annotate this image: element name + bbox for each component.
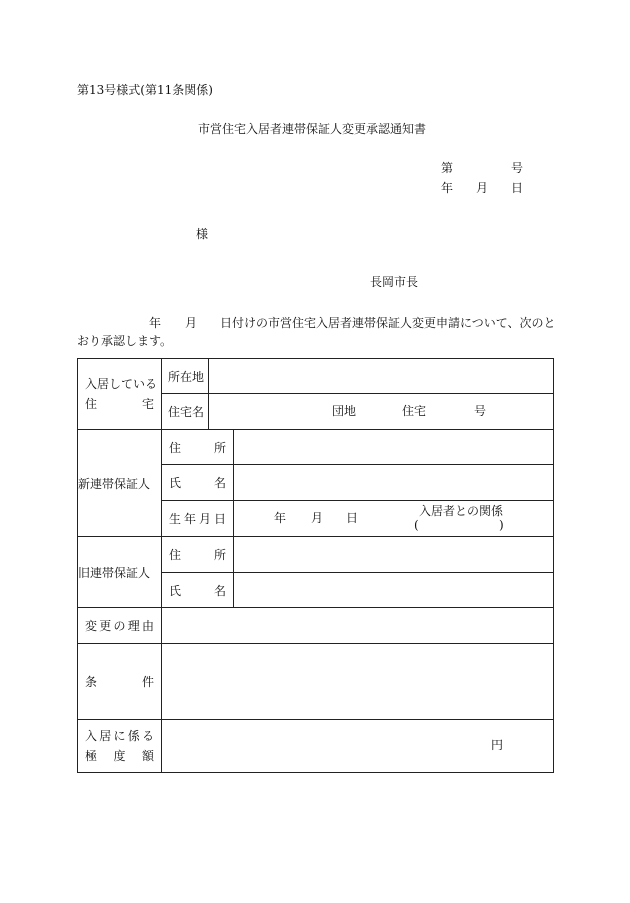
limit-field[interactable] — [162, 720, 554, 773]
housing-name-field[interactable] — [209, 394, 554, 430]
intro-year: 年 — [149, 316, 162, 330]
intro-line2: おり承認します。 — [77, 334, 173, 348]
residence-label-cell — [78, 359, 162, 430]
housing-name-label: 住宅名 — [162, 394, 209, 430]
relation-open-paren: ( — [414, 518, 419, 532]
residence-label-line2: 住 宅 — [85, 397, 154, 411]
old-name-label: 氏 名 — [162, 573, 234, 608]
document-title: 市営住宅入居者連帯保証人変更承認通知書 — [198, 122, 427, 136]
new-dob-field[interactable] — [234, 501, 554, 537]
conditions-field[interactable] — [162, 644, 554, 720]
new-name-label: 氏 名 — [162, 465, 234, 501]
intro-month: 月 — [185, 316, 198, 330]
new-address-label: 住 所 — [162, 430, 234, 465]
old-name-field[interactable] — [234, 573, 554, 608]
ref-gou: 号 — [511, 161, 524, 175]
intro-line1: 日付けの市営住宅入居者連帯保証人変更申請について、次のと — [220, 316, 556, 330]
addressee-sama: 様 — [196, 227, 209, 241]
form-table — [77, 358, 554, 773]
housing-gou: 号 — [474, 404, 487, 418]
new-name-field[interactable] — [234, 465, 554, 501]
dob-day: 日 — [346, 511, 359, 525]
location-label: 所在地 — [162, 359, 209, 394]
dob-month: 月 — [311, 511, 324, 525]
housing-danchi: 団地 — [332, 404, 357, 418]
location-field[interactable] — [209, 359, 554, 394]
new-address-field[interactable] — [234, 430, 554, 465]
new-dob-label: 生 年 月 日 — [162, 501, 234, 537]
dob-year: 年 — [274, 511, 287, 525]
date-month: 月 — [476, 181, 489, 195]
housing-jutaku: 住宅 — [402, 404, 427, 418]
relation-close-paren: ) — [499, 518, 504, 532]
old-guarantor-label: 旧連帯保証人 — [78, 537, 162, 608]
old-address-label: 住 所 — [162, 537, 234, 573]
form-number: 第13号様式(第11条関係) — [77, 83, 213, 97]
reason-field[interactable] — [162, 608, 554, 644]
date-year: 年 — [441, 181, 454, 195]
new-guarantor-label: 新連帯保証人 — [78, 430, 162, 537]
limit-yen-unit: 円 — [491, 738, 504, 752]
date-day: 日 — [511, 181, 524, 195]
old-address-field[interactable] — [234, 537, 554, 573]
ref-dai: 第 — [441, 161, 454, 175]
sender-mayor: 長岡市長 — [370, 275, 419, 289]
limit-label: 入 居 に 係 る 極 度 額 — [78, 720, 162, 773]
reason-label: 変 更 の 理 由 — [78, 608, 162, 644]
conditions-label: 条 件 — [78, 644, 162, 720]
relation-label: 入居者との関係 — [419, 504, 504, 518]
residence-label-line1: 入居している — [85, 377, 158, 391]
